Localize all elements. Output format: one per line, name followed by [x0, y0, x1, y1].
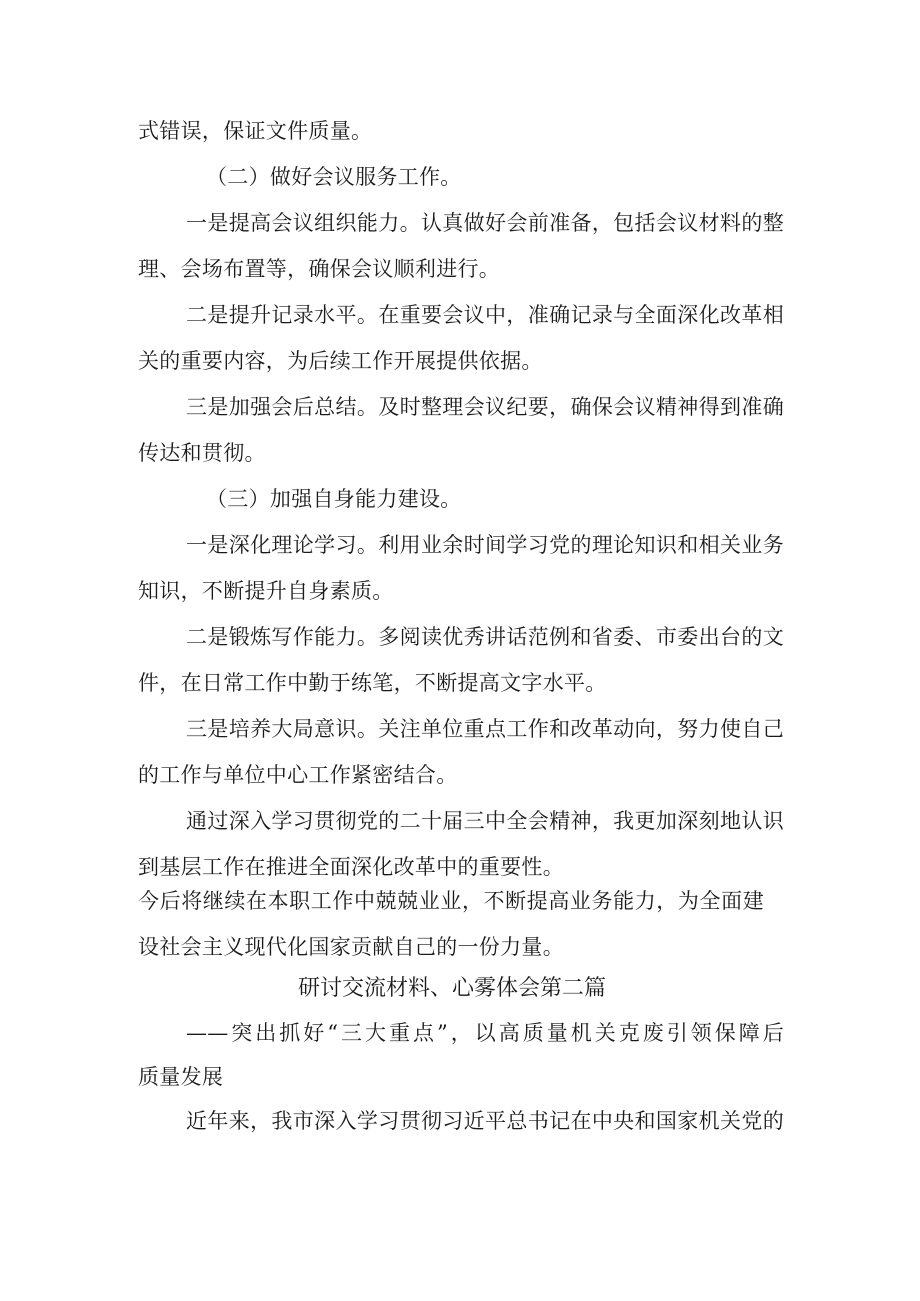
paragraph-line: 的工作与单位中心工作紧密结合。 — [138, 763, 458, 787]
paragraph-line: 关的重要内容，为后续工作开展提供依据。 — [138, 349, 543, 373]
paragraph-line: 设社会主义现代化国家贡献自己的一份力量。 — [138, 935, 564, 959]
article-subtitle-line: ——突出抓好“三大重点”，以高质量机关克废引领保障后 — [186, 1021, 784, 1045]
paragraph-line: 理、会场布置等，确保会议顺利进行。 — [138, 257, 501, 281]
paragraph-line: 今后将继续在本职工作中兢兢业业，不断提高业务能力，为全面建 — [138, 889, 764, 913]
paragraph-line: 二是提升记录水平。在重要会议中，准确记录与全面深化改革相 — [186, 303, 784, 327]
paragraph-line: 一是深化理论学习。利用业余时间学习党的理论知识和相关业务 — [186, 533, 784, 557]
paragraph-line: 式错误，保证文件质量。 — [138, 119, 373, 143]
paragraph-line: 一是提高会议组织能力。认真做好会前准备，包括会议材料的整 — [186, 211, 784, 235]
section-heading-3: （三）加强自身能力建设。 — [206, 487, 462, 511]
section-heading-2: （二）做好会议服务工作。 — [206, 165, 462, 189]
paragraph-line: 三是加强会后总结。及时整理会议纪要，确保会议精神得到准确 — [186, 395, 784, 419]
paragraph-line: 件，在日常工作中勤于练笔，不断提高文字水平。 — [138, 671, 607, 695]
paragraph-line: 二是锻炼写作能力。多阅读优秀讲话范例和省委、市委出台的文 — [186, 625, 784, 649]
article-subtitle-line: 质量发展 — [138, 1065, 224, 1089]
paragraph-line: 通过深入学习贯彻党的二十届三中全会精神，我更加深刻地认识 — [186, 809, 784, 833]
article-title: 研讨交流材料、心雾体会第二篇 — [298, 976, 607, 1001]
paragraph-line: 传达和贯彻。 — [138, 441, 266, 465]
paragraph-line: 到基层工作在推进全面深化改革中的重要性。 — [138, 855, 564, 879]
paragraph-line: 知识，不断提升自身素质。 — [138, 579, 394, 603]
paragraph-line: 三是培养大局意识。关注单位重点工作和改革动向，努力使自己 — [186, 717, 784, 741]
paragraph-line: 近年来，我市深入学习贯彻习近平总书记在中央和国家机关党的 — [186, 1109, 784, 1133]
